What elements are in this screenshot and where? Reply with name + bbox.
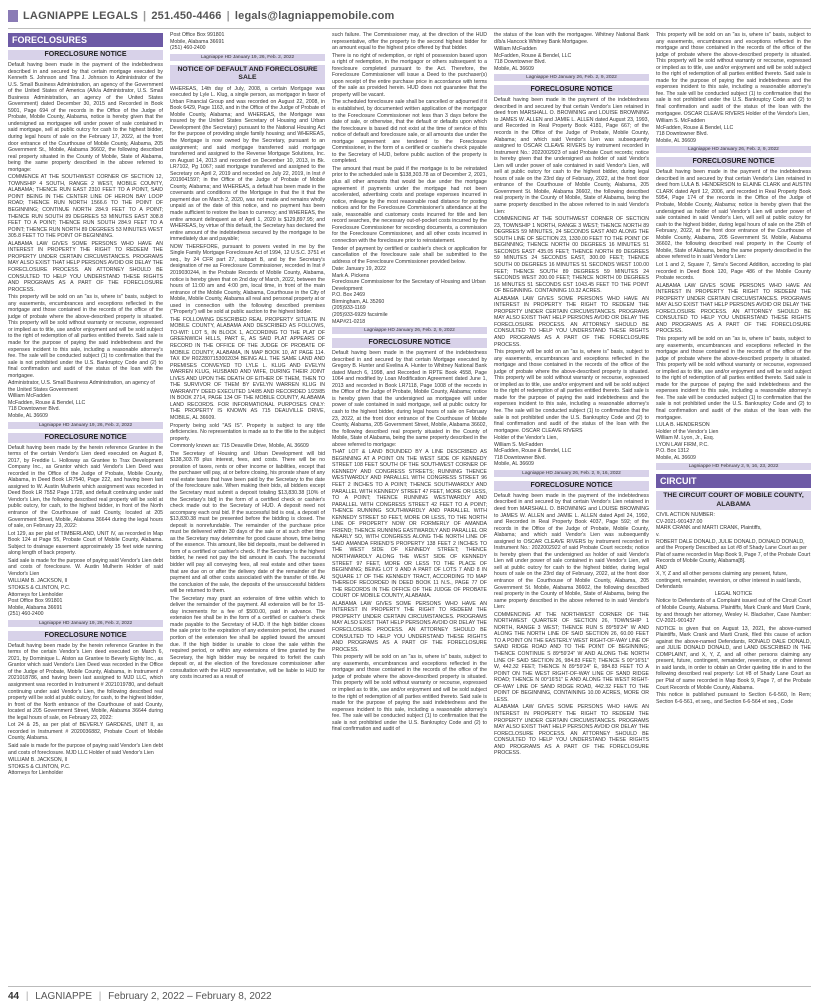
column-3 xyxy=(332,32,487,982)
notice-warning: ALABAMA LAW GIVES SOME PERSONS WHO HAVE AN INTEREST IN PROPERTY THE RIGHT TO REDEEM THE PROPERTY UNDER CERTAIN CIRCUMSTANCES. PROGRAMS MAY ALSO EXIST THAT HELP PERSONS AVOID OR DELAY THE FORECLOSURE PROCESS. AN ATTORNEY SHOULD BE CONSULTED TO HELP YOU UNDERSTAND THESE RIGHTS AND PROGRAMS AS A PART OF THE FORECLOSURE PROCESS. xyxy=(494,295,649,348)
notice-body: The Secretary of Housing and Urban Development will bid $138,303.78 plus interest, fees, and costs. There will be no proration of taxes, rents or other income or liabilities, except that the purchaser will pay, at or before closing, his prorate share of any real estate taxes that have been paid by the Secretary to the date of the foreclosure sale. When making their bids, all bidders except the Secretary must submit a deposit totaling $13,830.38 [10% of the Secretary's bid] in the form of a certified check or cashier's check made out to the Secretary of HUD. A deposit need not accompany each oral bid. If the successful bid is oral, a deposit of $13,830.38 must be presented before the bidding is closed. The deposit is nonrefundable. The remainder of the purchase price must be delivered within 30 days of the sale or at such other time as the Secretary may determine for good cause shown, time being of the essence. This amount, like bid deposits, must be delivered in form of a certified or cashier's check. If the Secretary is the highest bidder, he need not pay the bid amount in cash. The successful bidder will pay all conveying fees, all real estate and other taxes that are due on or after the delivery date of the remainder of the payment and all other costs associated with the transfer of title. At the conclusion of the sale, the deposits of the unsuccessful bidders will be returned to them. xyxy=(170,450,325,595)
notice-as-is: This property will be sold on an "as is, where is" basis, subject to any easements, encumbrances and exceptions reflected in the mortgage and those contained in the records of the office of the judge of probate where the above-described property is situated. This property will be sold without warranty or recourse, expressed or implied as to title, use and/or enjoyment and will be sold subject to the right of redemption of all parties entitled thereto. Said sale is made for the purpose of paying the said indebtedness and the expenses incident to this sale, including a reasonable attorney's fee. The sale will be conducted subject (1) to confirmation that the sale is not prohibited under the U.S. Bankruptcy Code and (2) to final confirmation and audit of the status of the loan with the mortgagee. xyxy=(8,294,163,379)
notice-legal-description: THAT LOT & LAND BOUNDED BY A LINE DESCRIBED AS BEGINNING AT A POINT ON THE WEST SIDE OF KENNEDY STREET 108 FEET SOUTH OF THE SOUTHWEST CORNER OF KENNEDY AND CONGRESS STREETS; RUNNING THENCE WESTWARDLY AND PARALLEL WITH CONGRESS STREET 96 FEET 2 INCHES TO A POINT; THENCE SOUTHWARDLY AND PARALLEL WITH KENNEDY STREET 47 FEET, MORE OR LESS, TO A POINT; THENCE RUNNING WESTWARDLY AND PARALLEL WITH CONGRESS STREET 42 FEET TO A POINT; THENCE RUNNING SOUTHWARDLY AND PARALLEL WITH KENNEDY STREET 50 FEET, MORE OR LESS, TO THE NORTH LINE OF PROPERTY NOW OR FORMERLY OF AMANDA FRIEND; THENCE RUNNING EASTWARDLY AND PARALLEL OR NEARLY SO, WITH CONGRESS ALONG THE NORTH LINE OF SAID AMANDA FRIEND'S PROPERTY 138 FEET 2 INCHES TO THE WEST SIDE OF KENNEDY STREET; THENCE NORTHWARDLY ALONG THE WEST SIDE OF KENNEDY STREET 97 FEET, MORE OR LESS TO THE PLACE OF BEGINNING; BEING LOT 9 AND A PART OF LOTS 7 AND 8 IN SQUARE 17 OF THE KENNEDY TRACT, ACCORDING TO MAP THEREOF RECORDED IN DEED BOOK 11 N.S., PAGE 77 OF THE RECORDS IN THE OFFICE OF THE JUDGE OF PROBATE COURT OF MOBILE COUNTY, ALABAMA. xyxy=(332,449,487,600)
notice-as-is: Property being sold "AS IS". Property is subject to any title deficiencies. No representation is made as to the title to the subject property. xyxy=(170,422,325,442)
notice-legal-description: COMMENCING AT THE SOUTHWEST CORNER OF SECTION 23, TOWNSHIP 1 NORTH, RANGE 3 WEST; THENCE NORTH 89 DEGREES 59 MINUTES, 24 SECONDS EAST AND ALONG THE SOUTH LINE OF SECTION 23, 1330.00 FEET TO THE POINT OF BEGINNING; THENCE NORTH 00 DEGREES 16 MINUTES 51 SECONDS EAST 435.05 FEET; THENCE NORTH 89 DEGREES 59 MINUTES 24 SECONDS EAST, 300.00 FEET; THENCE SOUTH 00 DEGREES 16 MINUTES 51 SECONDS WEST 100.00 FEET; THENCE SOUTH 89 DEGREES 59 MINUTES 24 SECONDS WEST 200.00 FEET; THENCE NORTH 00 DEGREES 16 MINUTES 51 SECONDS EST 1043.45 FEET TO THE POINT OF BEGINNING. CONTAINING 10.32 ACRES. xyxy=(494,216,649,295)
header-phone: 251.450-4466 xyxy=(151,10,222,22)
notice-body: Default having been made in the payment of the indebtedness described in and secured by that certain Mortgage executed by Gregory B. Hunter and Evelina A. Hunter to Whitney National Bank dated March 6, 1998, and Recorded in RPTE Book 4558, Page 1064 and modified by Loan Modification Agreement dated June 1, 2013 and recorded in Book LR7118, Page 1008 of the records in the Office of the Judge of Probate, Mobile County, Alabama; notice is hereby given that the undersigned as mortgagee will under power of sale contained in said mortgage, sell at public outcry for cash to the highest bidder, during legal hours of sale on February 23, 2022, at the front door entrance of the Courthouse of Mobile County, Alabama, 205 Government Street, Mobile, Alabama 36602, the following described real property situated in the County of Mobile, State of Alabama, being the same property described in the above referred to mortgage: xyxy=(332,350,487,448)
notice-signature: Date: January 19, 2022 Mark A. Pickens Foreclosure Commissioner for the Secretary of Housing and Urban Development P.O. Box 2469 Birmingham, AL 35260 (205)933-1169 (205)933-6929 facsimile MAP#21-0218 xyxy=(332,266,486,325)
category-heading: FORECLOSURES xyxy=(8,33,163,47)
notice-body: Tender of payment by certified or cashier's check or application for cancellation of the foreclosure sale shall be submitted to the address of the Foreclosure Commissioner provided below. xyxy=(332,245,487,265)
notice-legal-description: Lot 1 and 2, Square 7, Sims's Second Addition, according to plat recorded in Deed Book 120, Page 486 of the Mobile County Probate records. xyxy=(656,261,811,282)
notice-signature: Holder of the Vendor's Lien, William S. McFadden McFadden, Rouse & Bendel, LLC 718 Downtowner Blvd. Mobile, AL 36609 xyxy=(494,435,572,468)
notice-body: NOW THEREFORE, pursuant to powers vested in me by the Single Family Mortgage Foreclosure Act of 1994, 12 U.S.C. 3751 et seq., by 24 CFR part 27, subpart B, and by the Secretary's designation of me as Foreclosure Commissioner, recorded in Inst # 2019030244, in the Probate Records of Mobile County, Alabama, notice is hereby given that on 2nd day of March, 2022, between the hours of 11:00 am and 4:00 pm, local time, in front of the main entrance of the Mobile County, Alabama, Courthouse in the City of Mobile, Mobile County, Alabama all real and personal property at or used in connection with the following described premises ("Property") will be sold at public auction to the highest bidder. xyxy=(170,243,325,316)
issue-dates: February 2, 2022 – February 8, 2022 xyxy=(108,991,272,1002)
notice-title: FORECLOSURE NOTICE xyxy=(8,50,163,60)
footer-divider: | xyxy=(25,991,29,1002)
notice-footer: Lagniappe HD January 19, 26, Feb. 2, 2022 xyxy=(170,54,325,61)
header-divider: | xyxy=(226,10,230,22)
notice-body: Default having been made in the payment of the indebtedness described in and secured by that certain Vendor's Lien retained in deed from MARSHALL O. BROWNING and LOUISE BROWNING to JAMES W. ALLEN and JAMIE L. ALLEN dated August 23, 1993, and Recorded in Real Property Book 4181, Page 667; of the records in the Office of the Judge of Probate, Mobile County, Alabama; and which said Vendor's Lien was subsequently assigned to OSCAR CLEAVE RIVERS by instrument recorded in Instrument No.: 2022002923 of said Probate Court records; notice is hereby given that the undersigned as holder of said Vendor's Lien will under power of sale contained in said Vendor's Lien, will sell at public outcry for cash to the highest bidder, during legal hours of sale on the 23rd day of February, 2022, at the front door entrance of the Courthouse of Mobile County, Alabama, 205 Government St. Mobile, Alabama 36602, the following described real property in the County of Mobile, State of Alabama, being the same property described in the above referred to in said Vendor's Lien: xyxy=(494,97,649,215)
notice-warning: ALABAMA LAW GIVES SOME PERSONS WHO HAVE AN INTEREST IN PROPERTY THE RIGHT TO REDEEM THE PROPERTY UNDER CERTAIN CIRCUMSTANCES. PROGRAMS MAY ALSO EXIST THAT HELP PERSONS AVOID OR DELAY THE FORECLOSURE PROCESS. AN ATTORNEY SHOULD BE CONSULTED TO HELP YOU UNDERSTAND THESE RIGHTS AND PROGRAMS AS A PART OF THE FORECLOSURE PROCESS. xyxy=(332,600,487,653)
notice-body: the status of the loan with the mortgagee. Whitney National Bank d/b/a Hancock Whitney Bank Mortgagee. xyxy=(494,32,649,45)
notice-as-is: This property will be sold on an "as is, where is" basis, subject to any easements, encumbrances and exceptions reflected in the mortgage and those contained in the records of the office of the judge of probate where the above-described property is situated. This property will be sold without warranty or recourse, expressed or implied as to title, use and/or enjoyment and will be sold subject to the right of redemption of all parties entitled thereto. Said sale is made for the purpose of paying the said indebtedness and the expenses incident to this sale, including a reasonable attorney's fee. The sale will be conducted subject (1) to confirmation that the sale is not prohibited under the U.S. Bankruptcy Code and (2) to final confirmation and audit of the status of the loan with the mortgagee. xyxy=(656,335,811,421)
notice-body: The Secretary may grant an extension of time within which to deliver the remainder of the payment. All extension will be for 15-day increments for a fee of $500.00, paid in advance. The extension fee shall be in the form of a certified or cashier's check made payable to the Secretary of HUD. If the high bidder closes the sale prior to the expiration of any extension period, the unused portion of the extension fee shall be applied toward the amount due. If the high bidder is unable to close the sale within the required period, or within any extensions of time granted by the Secretary, the high bidder may be required to forfeit the cash deposit or, at the election of the foreclosure commissioner after consultation with the HUD representative, will be liable to HUD for any costs incurred as a result of xyxy=(170,595,325,681)
notice-body: Default having been made in the payment of the indebtedness described in and secured by that certain Vendor's Lien retained in deed from MARSHALL O. BROWNING and LOUISE BROWNING to JAMES W. ALLEN and JAMIE L. ALLEN dated April 24, 1992, and Recorded in Real Property Book 4037, Page 592; of the records in the Office of the Judge of Probate, Mobile County, Alabama; and which said Vendor's Lien was subsequently assigned to OSCAR CLEAVE RIVERS by instrument recorded in Instrument No.: 2022002922 of said Probate Court records; notice is hereby given that the undersigned as holder of said Vendor's Lien will under power of sale contained in said Vendor's Lien, will sell at public outcry for cash to the highest bidder, during legal hours of sale on the 23rd day of February, 2022, at the front door entrance of the Courthouse of Mobile County, Alabama, 205 Government St. Mobile, Alabama 36602, the following described real property in the County of Mobile, State of Alabama, being the same property described in the above referred to in said Vendor's Lien: xyxy=(494,492,649,611)
case-caption: CIVIL ACTION NUMBER: CV-2021-901437.00 MARK CRANK and MARTI CRANK, Plaintiffs, v. ROBERT DALE DONALD, JULIE DONALD, DONALD DONALD, and the Property Described as Lot #8 of Shady Lane Court as per Plat of same recorded in Map Book 9, Page 7, of the Probate Court Records of Mobile County, Alabama[8]. AND X, Y, Z and all other persons claiming any present, future, contingent, remainder, reversion, or other interest in said lands, Defendants xyxy=(656,512,811,591)
notice-warning: ALABAMA LAW GIVES SOME PERSONS WHO HAVE AN INTEREST IN PROPERTY THE RIGHT TO REDEEM THE PROPERTY UNDER CERTAIN CIRCUMSTANCES. PROGRAMS MAY ALSO EXIST THAT HELP PERSONS AVOID OR DELAY THE FORECLOSURE PROCESS. AN ATTORNEY SHOULD BE CONSULTED TO HELP YOU UNDERSTAND THESE RIGHTS AND PROGRAMS AS A PART OF THE FORECLOSURE PROCESS. xyxy=(8,240,163,293)
legal-notice-heading: LEGAL NOTICE xyxy=(714,590,753,597)
notice-signature: WILLIAM B. JACKSON, II STOKES & CLINTON, P.C. Attorneys for Lienholder xyxy=(8,757,71,777)
category-heading: CIRCUIT xyxy=(656,474,811,488)
header-email[interactable]: legals@lagniappemobile.com xyxy=(234,10,395,22)
notice-body: This notice is published pursuant to Section 6-6-560, In Rem; Section 6-6-561, et seq., and Section 6-6-564 et seq., Code xyxy=(656,692,811,705)
notice-legal-description: THE FOLLOWING DESCRIBED REAL PROPERTY SITUATE IN MOBILE COUNTY, ALABAMA AND DESCRIBED AS FOLLOWS, TO-WIT: LOT 5, IN BLOCK 1, ACCORDING TO THE PLAT OF GREENWICH HILLS, PART E, AS SAID PLAT APPEARS OF RECORD IN THE OFFICE OF THE JUDGE OF PROBATE OF MOBILE COUNTY, ALABAMA, IN MAP BOOK 10, AT PAGE 114. TAX ID# R022807153002034 BEING ALL THE SAME LAND AND PREMISES CONVEYED TO LYLE L. KLUG AND EVELYN WARREN KLUG, HUSBAND AND WIFE, DURING THEIR JOINT LIVES AND UPON THE DEATH OF EITHER OF THEM, THEN TO THE SURVIVOR OF THEM BY EVELYN WARREN KLUG IN WARRANTY DEED EXECUTED 1/4/85 AND RECORDED 1/23/85 IN BOOK 2714, PAGE 134 OF THE MOBILE COUNTY, ALABAMA LAND RECORDS. FOR INFORMATIONAL PURPOSES ONLY: THE PROPERTY IS KNOWN AS 715 DEAUVILLE DRIVE, MOBILE, AL 36609. xyxy=(170,316,325,421)
notice-footer: Lagniappe HD January 26, Feb. 2, 9, 2022 xyxy=(494,74,649,81)
header-divider: | xyxy=(143,10,147,22)
notice-body: The amount that must be paid if the mortgage is to be reinstated prior to the scheduled sale is $138,303.78 as of December 2, 2021, plus all other amounts that would be due under the mortgage agreement if payments under the mortgage had not been accelerated, advertising costs and postage expenses incurred in notice, mileage by the most reasonable road distance for posting notices and for the Foreclosure Commissioner's attendance at the sale, reasonable and customary costs incurred for title and lien record searches, the necessary out-of-pocket costs incurred by the Foreclosure Commissioner for recording documents, a commission for the Foreclosure Commissioner, and all other costs incurred in connection with the foreclosure prior to reinstatement. xyxy=(332,165,487,244)
notice-footer: Lagniappe HD January 26, Feb. 2, 9, 2022 xyxy=(332,327,487,334)
notice-footer: Lagniappe HD January 26, Feb. 2, 9, 16, 2022 xyxy=(494,470,649,477)
notice-legal-description: Lot 24 & 25, as per plat of BEVERLY GARDENS, UNIT II, as recorded in Instrument # 2020036882, Probate Court of Mobile County, Alabama. xyxy=(8,722,163,742)
legal-columns xyxy=(8,32,811,982)
notice-body: Default having been made in the payment of the indebtedness described in and secured by that certain Vendor's Lien retained in deed from LULA B. HENDERSON to ELAINE CLARK and AUSTIN CLARK dated April 12, 2006, and recorded in Real Property Book 5954, Page 174 of the records in the Office of the Judge of Probate, Mobile County, Alabama; notice is hereby given that the undersigned as holder of said Vendor's Lien will under power of sale contained in said Vendor's Lien, will sell at public outcry for cash to the highest bidder, during legal hours of sale on the 25th of February, 2022, at the front door entrance of the Courthouse of Mobile County, Alabama, 205 Government St. Mobile, Alabama 36602, the following described real property in the County of Mobile, State of Alabama, being the same property described in the above referred to in said Vendor's Lien: xyxy=(656,169,811,261)
footer-divider: | xyxy=(98,991,102,1002)
notice-purpose: Said sale is made for the purpose of paying said Vendor's Lien debt and costs of foreclosure. MJD LLC Holder of said Vendor's Lien xyxy=(8,742,163,756)
notice-signature: Administrator, U.S. Small Business Administration, an agency of the United States Government William McFadden McFadden, Rouse & Bendel, LLC 718 Downtowner Blvd. Mobile, AL 36609 xyxy=(8,380,155,419)
notice-signature: LULA B. HENDERSON Holder of the Vendor's Lien William M. Lyon, Jr., Esq. LYON LAW FIRM, P.C. P.O. Box 1312 Mobile, AL 36609 xyxy=(656,422,719,461)
footer-rule xyxy=(8,986,811,987)
header-rule xyxy=(8,28,811,29)
page-footer xyxy=(8,991,272,1002)
notice-title: NOTICE OF DEFAULT AND FORECLOSURE SALE xyxy=(170,65,325,84)
notice-signature: Post Office Box 991801 Mobile, Alabama 36691 (251) 460-2400 xyxy=(170,32,225,52)
notice-signature: WILLIAM B. JACKSON, II STOKES & CLINTON, P.C. Attorneys for Lienholder Post Office Box 991801 Mobile, Alabama 36691 (251) 460-2400 xyxy=(8,578,71,618)
notice-footer: Lagniappe HD January 26, Feb. 2, 9, 2022 xyxy=(656,146,811,153)
notice-footer: Lagniappe HD February 2, 9, 16, 23, 2022 xyxy=(656,463,811,470)
page-header xyxy=(8,6,394,26)
notice-title: FORECLOSURE NOTICE xyxy=(8,631,163,641)
notice-title: FORECLOSURE NOTICE xyxy=(494,481,649,491)
notice-as-is: This property will be sold on an "as is, where is" basis, subject to any easements, encumbrances and exceptions reflected in the mortgage and those contained in the records of the office of the judge of probate where the above-described property is situated. This property will be sold without warranty or recourse, expressed or implied as to title, use and/or enjoyment and will be sold subject to the right of redemption of all parties entitled thereto. Said sale is made for the purpose of paying the said indebtedness and the expenses incident to this sale, including a reasonable attorney's fee. The sale will be conducted subject (1) to confirmation that the sale is not prohibited under the U.S. Bankruptcy Code and (2) to final confirmation and audit of xyxy=(332,654,487,733)
notice-body: There is no right of redemption, or right of possession based upon a right of redemption, in the mortgagor or others subsequent to a foreclosure completed pursuant to the Act. Therefore, the Foreclosure Commissioner will issue a Deed to the purchaser(s) upon receipt of the entire purchase price in accordance with terms of the sale as provided herein. HUD does not guarantee that the property will be vacant. xyxy=(332,52,487,98)
notice-address: Commonly known as: 715 Deauville Drive, Mobile, AL 36609 xyxy=(170,443,309,450)
notice-purpose: Said sale is made for the purpose of paying said Vendor's Lien debt and costs of foreclosure. W. Austin Mulherin Holder of said Vendor's Lien xyxy=(8,557,163,577)
notice-legal-description: COMMENCING AT THE NORTHWEST CORNER OF THE NORTHWEST QUARTER OF SECTION 26, TOWNSHIP 1 NORTH, RANGE 3 WEST; THENCE RUN S 89°59'24" W AND ALONG THE NORTH LINE OF SAID SECTION 26, 60.00 FEET TO A POINT ON THE EASTERLY WEST RIGHT-OF-WAY LINE OF SAND RIDGE ROAD AND TO THE POINT OF BEGINNING; THENCE CONTINUE S 89°59'24" W AND ALONG THE NORTH LINE OF SAID SECTION 26, 984.83 FEET; THENCE S 00°16'51" W, 442.32 FEET; THENCE N 89°59'24" E, 984.83 FEET TO A POINT ON THE WEST RIGHT-OF-WAY LINE OF SAND RIDGE ROAD; THENCE N 00°16'51" E AND ALONG THE WEST RIGHT-OF-WAY LINE OF SAND RIDGE ROAD, 442.32 FEET TO THE POINT OF BEGINNING, CONTAINING 10.00 ACRES, MORE OR LESS. xyxy=(494,611,649,703)
notice-body: Default having been made in the payment of the indebtedness described in and secured by that certain mortgage executed by Kenneth S. Johnson and Tina J. Johnson to Administrator of the U.S. Small Business Administration, an agency of the Government of the United States of America (A/k/a Administrator, U.S. Small Business Administration, an agency of the United States Government) dated December 30, 2015 and Recorded in Book 5901, Page 694 of the records in the Office of the Judge of Probate, Mobile County, Alabama, notice is hereby given that the undersigned as mortgagee will under power of sale contained in said mortgage, sell at public outcry for cash to the highest bidder, during legal hours of sale on the February 17, 2022, at the front door entrance of the Courthouse of Mobile County, Alabama, 205 Government St., Mobile, Alabama 36602, the following described real property situated in the County of Mobile, State of Alabama, being the same property described in the above referred to mortgage: xyxy=(8,62,163,173)
notice-body: NOTICE is given that on August 13, 2021, the above-named Plaintiffs, Mark Crank and Marti Crank, filed this cause of action against the above-named Defendants, RONALD DALE DONALD, and JULIE DONALD DONALD, and LAND DESCRIBED IN THE COMPLAINT, and X, Y, Z, and all other persons claiming any present, future, contingent, remainder, reversion, or other interest in said lands, in order to obtain an Order quieting title in and to the following described real property: Lot #8 of Shady Lane Court as per Plat of same recorded in Map Book 9, Page 7, of the Probate Court Records of Mobile County, Alabama. xyxy=(656,625,811,691)
notice-signature: William McFadden McFadden, Rouse & Bendel, LLC 718 Downtowner Blvd. Mobile, AL 36609 xyxy=(494,46,572,72)
header-section: LAGNIAPPE LEGALS xyxy=(23,10,139,22)
notice-body: Default having been made by the herein reference Grantee in the terms of the certain Vendor's Lien deed executed on August 8, 2017, by Freddie L. Holloway as Grantee to Trax Development Company Inc., as Grantor which said Vendor's Lien Deed was recorded in the Office of the Judge of Probate, Mobile County, Alabama, in Deed Book LR7540, Page 222, and having been last assigned to W. Austin Mulherin which assignment was recorded in Deed Book LR 7552 Page 1728, and default continuing under said Vendor's Lien, the following described real property will be sold at public outcry, for cash, to the highest bidder, in front of the North entrance of the Courthouse of said County, located at 205 Government Street, Mobile, Alabama 36644 during the legal hours of sale, on February 23, 2022: xyxy=(8,444,163,530)
notice-body: Default having been made by the herein reference Grantee in the terms of the certain Vendor's Lien deed executed on March 6, 2021, by Dominique L. Alston as Grantee to Beverly Eighty Inc., as Grantor which said Vendor's Lien Deed was recorded in the Office of the Judge of Probate, Mobile County, Alabama, in Instrument # 2021018786, and having been last assigned to MJD LLC, which assignment was recorded in Instrument # 2021019780, and default continuing under said Vendor's Lien, the following described real property will be sold at public outcry, for cash, to the highest bidder, in front of the North entrance of the Courthouse of said County, located at 205 Government Street, Mobile, Alabama 36644 during the legal hours of sale, on February 23, 2022: xyxy=(8,642,163,721)
notice-title: FORECLOSURE NOTICE xyxy=(8,433,163,443)
column-5 xyxy=(656,32,811,982)
notice-body: Notice to Defendants of a Complaint issued out of the Circuit Court of Mobile County, Alabama. Plaintiffs, Mark Crank and Marti Crank, by and through her attorney, Wesley H. Blacksher, Case Number: CV-2021-901437 xyxy=(656,598,811,625)
notice-title: FORECLOSURE NOTICE xyxy=(494,85,649,95)
notice-as-is: This property will be sold on an "as is, where is" basis, subject to any easements, encumbrances and exceptions reflected in the mortgage and those contained in the records of the office of the judge of probate where the above-described property is situated. This property will be sold without warranty or recourse, expressed or implied as to title, use and/or enjoyment and will be sold subject to the right of redemption of all parties entitled thereto. Said sale is made for the purpose of paying the said indebtedness and the expenses incident to this sale, including a reasonable attorney's fee. The sale will be conducted subject (1) to confirmation that the sale is not prohibited under the U.S. Bankruptcy Code and (2) to final confirmation and audit of the status of the loan with the mortgagee. OSCAR CLEAVE RIVERS xyxy=(494,349,649,434)
notice-footer: Lagniappe HD January 19, 26, Feb. 2, 2022 xyxy=(8,422,163,429)
notice-body: The scheduled foreclosure sale shall be cancelled or adjourned if it is established, by documented written application of the mortgagor to the Foreclosure Commissioner not less than 3 days before the date of sale, or otherwise, that the default or defaults upon which the foreclosure is based did not exist at the time of service of this notice of default and foreclosure sale, or all amounts due under the mortgage agreement are tendered to the Foreclosure Commissioner, in the form of a certified or cashier's check payable to the Secretary of HUD, before public auction of the property is completed. xyxy=(332,99,487,165)
notice-warning: ALABAMA LAW GIVES SOME PERSONS WHO HAVE AN INTEREST IN PROPERTY THE RIGHT TO REDEEM THE PROPERTY UNDER CERTAIN CIRCUMSTANCES. PROGRAMS MAY ALSO EXIST THAT HELP PERSONS AVOID OR DELAY THE FORECLOSURE PROCESS. AN ATTORNEY SHOULD BE CONSULTED TO HELP YOU UNDERSTAND THESE RIGHTS AND PROGRAMS AS A PART OF THE FORECLOSURE PROCESS. xyxy=(656,282,811,335)
notice-warning: ALABAMA LAW GIVES SOME PERSONS WHO HAVE AN INTEREST IN PROPERTY THE RIGHT TO REDEEM THE PROPERTY UNDER CERTAIN CIRCUMSTANCES. PROGRAMS MAY ALSO EXIST THAT HELP PERSONS AVOID OR DELAY THE FORECLOSURE PROCESS. AN ATTORNEY SHOULD BE CONSULTED TO HELP YOU UNDERSTAND THESE RIGHTS AND PROGRAMS AS A PART OF THE FORECLOSURE PROCESS. xyxy=(494,704,649,757)
notice-body: WHEREAS, 14th day of July, 2008, a certain Mortgage was executed by Lyle L. Klug, a single person, as mortgagor in favor of Urban Financial Group and was recorded on August 22, 2008, in Book 6429, Page 1163, and in the Office of the Judge of Probate of Mobile County, Alabama; and WHEREAS, the Mortgage was insured by the United States Secretary of Housing and Urban Development (the Secretary) pursuant to the National Housing Act for the purpose of providing single family housing; and WHEREAS, the Mortgage is now owned by the Secretary, pursuant to an assignment; and said mortgage transferred said mortgage transferred and assigned to the Reverse Mortgage Solutions, Inc. on August 14, 2013 and recorded on December 10, 2013, in Bk. LR7102, Pg 1067; said mortgage transferred and assigned to the Secretary on April 2, 2019 and recorded on July 22, 2019, in Inst # 2019041597; in the Office of the Judge of Probate of Mobile County, Alabama; and WHEREAS, a default has been made in the covenants and conditions of the Mortgage in that the it that the payment due on March 2, 2020, was not made and remains wholly unpaid as of the date of this notice, and no payment has been made sufficient to restore the loan to currency; and WHEREAS, the entire amount delinquent as of April 1, 2020 is $129,897.95; and WHEREAS, by virtue of this default, the Secretary has declared the entire amount of the indebtedness secured by the mortgage to be immediately due and payable; xyxy=(170,85,325,243)
notice-legal-description: Lot 129, as per plat of TIMBERLAND, UNIT IV, as recorded in Map Book 124 at Page 55, Probate Court of Mobile County, Alabama. Subject to drainage easement approximately 15 feet wide running along length of back property. xyxy=(8,530,163,557)
page-number: 44 xyxy=(8,991,20,1002)
notice-as-is: This property will be sold on an "as is, where is" basis, subject to any easements, encumbrances and exceptions reflected in the mortgage and those contained in the records of the office of the judge of probate where the above-described property is situated. This property will be sold without warranty or recourse, expressed or implied as to title, use and/or enjoyment and will be sold subject to the right of redemption of all parties entitled thereto. Said sale is made for the purpose of paying the said indebtedness and the expenses incident to this sale, including a reasonable attorney's fee. The sale will be conducted subject (1) to confirmation that the sale is not prohibited under the U.S. Bankruptcy Code and (2) to final confirmation and audit of the status of the loan with the mortgagee. OSCAR CLEAVE RIVERS Holder of the Vendor's Lien, xyxy=(656,32,811,117)
notice-title: FORECLOSURE NOTICE xyxy=(332,338,487,348)
column-1 xyxy=(8,32,163,982)
notice-footer: Lagniappe HD January 19, 26, Feb. 2, 2022 xyxy=(8,620,163,627)
header-square-icon xyxy=(8,10,18,22)
column-4 xyxy=(494,32,649,982)
notice-body: such failure. The Commissioner may, at the direction of the HUD representative, offer the property to the second highest bidder for an amount equal to the highest price offered by that bidder. xyxy=(332,32,487,52)
notice-title: THE CIRCUIT COURT OF MOBILE COUNTY, ALABAMA xyxy=(656,491,811,510)
column-2 xyxy=(170,32,325,982)
notice-legal-description: COMMENCE AT THE SOUTHWEST CORNER OF SECTION 12, TOWNSHIP 4 SOUTH, RANGE 2 WEST, MOBILE COUNTY, ALABAMA; THENCE RUN EAST 2310 FEET TO A POINT, SAID POINT BEING IN THE CENTER LINE OF HERON BAY LOOP ROAD; THENCE RUN NORTH 1566.6 TO THE POINT OF BEGINNING; CONTINUE NORTH 284.9 FEET TO A POINT; THENCE RUN SOUTH 89 DEGREES 53 MINUTES EAST 308.8 FEET TO A POINT; THENCE RUN SOUTH 284.9 FEET TO A POINT; THENCE RUN NORTH 89 DEGREES 53 MINUTES WEST 305.8 FEET TO THE POINT OF BEGINNING. xyxy=(8,174,163,240)
publication-name: LAGNIAPPE xyxy=(35,991,92,1002)
notice-title: FORECLOSURE NOTICE xyxy=(656,157,811,167)
notice-signature: William S. McFadden McFadden, Rouse & Bendel, LLC 718 Downtowner Blvd. Mobile, AL 36609 xyxy=(656,118,734,144)
